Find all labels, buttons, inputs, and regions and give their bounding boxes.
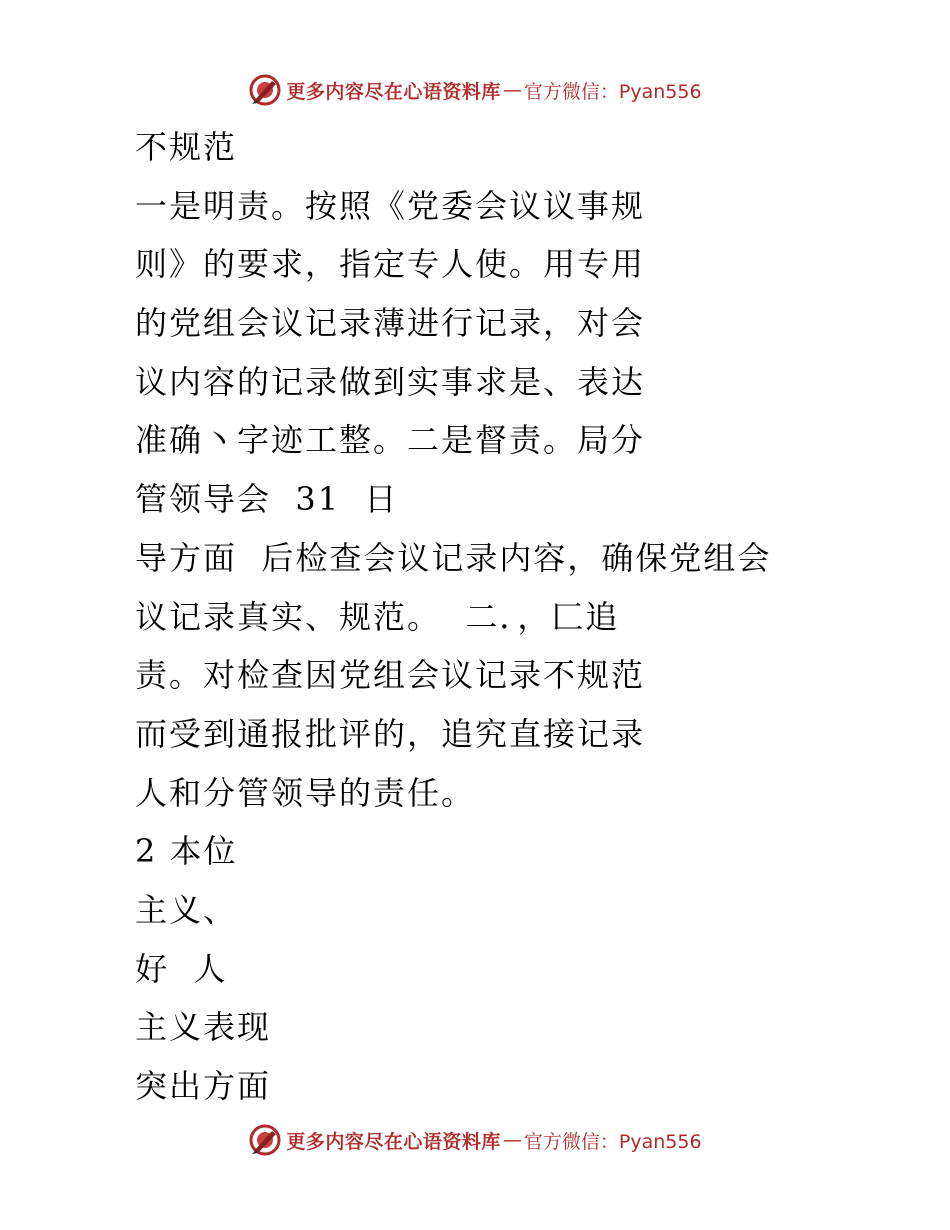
header-banner	[0, 70, 950, 110]
text-line: 管领导会 31 日	[135, 480, 399, 519]
text-line: 的党组会议记录薄进行记录，对会	[135, 304, 646, 343]
footer-banner	[0, 1120, 950, 1160]
document-body	[135, 122, 835, 1120]
pen-circle-logo-icon	[248, 73, 282, 107]
banner-separator: —	[502, 1129, 522, 1151]
banner-title: 更多内容尽在心语资料库	[286, 1130, 501, 1153]
banner-title: 更多内容尽在心语资料库	[286, 80, 501, 103]
text-line: 一是明责。按照《党委会议议事规	[135, 186, 646, 225]
text-line: 而受到通报批评的，追究直接记录	[135, 714, 646, 753]
text-line: 不规范	[135, 128, 238, 166]
text-line: 责。对检查因党组会议记录不规范	[135, 656, 646, 695]
text-line: 导方面 后检查会议记录内容，确保党组会	[135, 538, 772, 577]
banner-contact: 官方微信：Pyan556	[523, 80, 702, 103]
text-line: 议内容的记录做到实事求是、表达	[135, 362, 646, 401]
banner-separator: —	[502, 79, 522, 101]
text-line: 突出方面	[135, 1067, 272, 1105]
text-line: 准确丶字迹工整。二是督责。局分	[135, 421, 646, 460]
text-line: 2 本位	[135, 832, 238, 871]
text-line: 主义、	[135, 890, 238, 929]
banner-contact: 官方微信：Pyan556	[523, 1130, 702, 1153]
text-line: 人和分管领导的责任。	[135, 773, 476, 812]
text-line: 议记录真实、规范。 二．，匚追	[135, 597, 620, 636]
text-line: 主义表现	[135, 1008, 272, 1047]
pen-circle-logo-icon	[248, 1123, 282, 1157]
text-line: 则》的要求，指定专人使。用专用	[135, 245, 646, 284]
text-line: 好 人	[135, 949, 228, 988]
